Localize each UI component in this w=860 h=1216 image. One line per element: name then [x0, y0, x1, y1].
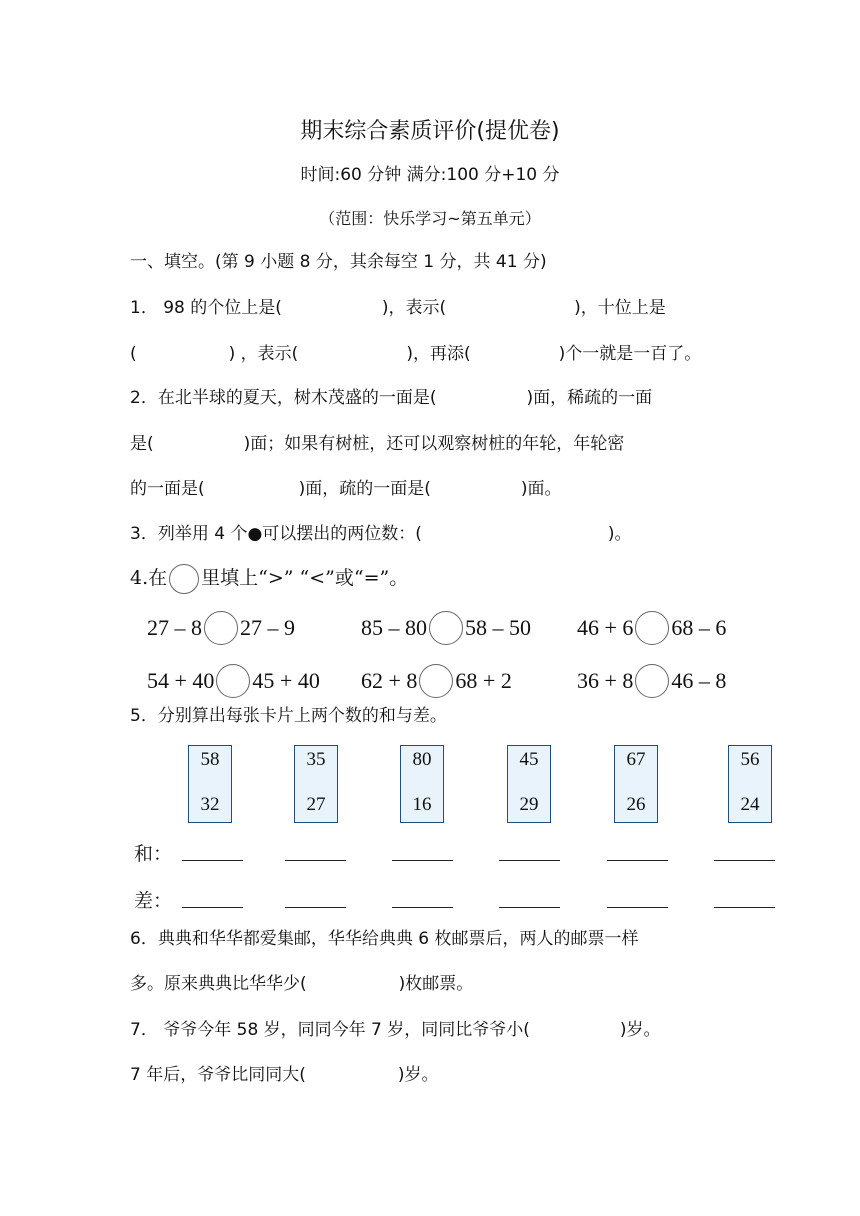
compare-circle[interactable] — [635, 664, 669, 698]
number-card — [728, 745, 772, 823]
compare-circle[interactable] — [429, 611, 463, 645]
q2-text-f: )面，疏的一面是( — [298, 479, 431, 499]
question-7-line-1 — [130, 1018, 661, 1042]
q4-text-a: 4.在 — [130, 567, 168, 589]
compare-item — [361, 610, 531, 647]
difference-label: 差： — [134, 890, 173, 912]
sum-answer-line[interactable] — [499, 860, 560, 861]
section-heading: 一、填空。(第 9 小题 8 分，其余每空 1 分，共 41 分) — [130, 252, 547, 272]
q4-text-b: 里填上“>” “<”或“=”。 — [201, 567, 409, 589]
circle-icon — [169, 564, 199, 594]
sum-answer-line[interactable] — [714, 860, 775, 861]
card-bottom-number: 24 — [740, 794, 760, 815]
number-card — [294, 745, 338, 823]
difference-answer-line[interactable] — [285, 907, 346, 908]
compare-circle[interactable] — [419, 664, 453, 698]
q1-text-f: )，再添( — [406, 344, 471, 364]
q2-text-g: )面。 — [520, 479, 562, 499]
expr-left: 27 – 8 — [147, 615, 202, 640]
card-bottom-number: 26 — [626, 794, 646, 815]
q1-text-b: )，表示( — [381, 298, 447, 318]
q6-text-c: )枚邮票。 — [398, 974, 474, 994]
q1-text-g: )个一就是一百了。 — [558, 344, 702, 364]
question-4-heading — [130, 564, 408, 594]
question-1-line-2 — [130, 342, 701, 366]
number-card — [614, 745, 658, 823]
difference-answer-line[interactable] — [607, 907, 668, 908]
difference-answer-line[interactable] — [499, 907, 560, 908]
compare-item — [147, 610, 295, 647]
q7-text-d: )岁。 — [397, 1065, 439, 1085]
card-top-number: 35 — [306, 749, 326, 770]
card-top-number: 45 — [519, 749, 539, 770]
card-bottom-number: 16 — [412, 794, 432, 815]
sum-answer-line[interactable] — [392, 860, 453, 861]
card-top-number: 67 — [626, 749, 646, 770]
card-top-number: 58 — [200, 749, 220, 770]
expr-right: 68 – 6 — [671, 615, 727, 640]
sum-answer-line[interactable] — [285, 860, 346, 861]
page-title: 期末综合素质评价(提优卷) — [300, 119, 560, 144]
q2-text-d: )面；如果有树桩，还可以观察树桩的年轮，年轮密 — [243, 434, 625, 454]
time-score-line: 时间:60 分钟 满分:100 分+10 分 — [300, 165, 560, 185]
expr-left: 62 + 8 — [361, 668, 418, 693]
card-top-number: 80 — [412, 749, 432, 770]
question-1-line-1 — [130, 296, 666, 320]
card-bottom-number: 32 — [200, 794, 220, 815]
q2-text-b: )面，稀疏的一面 — [526, 388, 653, 408]
card-bottom-number: 29 — [519, 794, 539, 815]
q2-text-e: 的一面是( — [130, 479, 205, 499]
number-card — [188, 745, 232, 823]
difference-answer-line[interactable] — [714, 907, 775, 908]
number-card — [400, 745, 444, 823]
expr-left: 54 + 40 — [147, 668, 215, 693]
compare-item — [577, 663, 726, 700]
sum-label: 和： — [134, 843, 173, 865]
compare-item — [577, 610, 726, 647]
q1-text-a: 1． 98 的个位上是( — [130, 298, 282, 318]
scope-line: （范围：快乐学习~第五单元） — [319, 209, 541, 228]
question-3 — [130, 522, 632, 546]
q3-text-b: )。 — [607, 524, 632, 544]
compare-item — [147, 663, 320, 700]
number-card — [507, 745, 551, 823]
compare-circle[interactable] — [204, 611, 238, 645]
sum-answer-line[interactable] — [182, 860, 243, 861]
compare-circle[interactable] — [216, 664, 250, 698]
q2-text-a: 2．在北半球的夏天，树木茂盛的一面是( — [130, 388, 437, 408]
q6-text-b: 多。原来典典比华华少( — [130, 974, 307, 994]
card-top-number: 56 — [740, 749, 760, 770]
q7-text-b: )岁。 — [619, 1020, 661, 1040]
card-bottom-number: 27 — [306, 794, 326, 815]
question-6-line-2 — [130, 972, 473, 996]
expr-left: 85 – 80 — [361, 615, 427, 640]
expr-left: 36 + 8 — [577, 668, 634, 693]
expr-right: 45 + 40 — [252, 668, 320, 693]
q1-text-c: )，十位上是 — [574, 298, 666, 318]
question-7-line-2 — [130, 1063, 439, 1087]
difference-answer-line[interactable] — [182, 907, 243, 908]
q2-text-c: 是( — [130, 434, 154, 454]
question-2-line-2 — [130, 432, 624, 456]
sum-answer-line[interactable] — [607, 860, 668, 861]
expr-right: 58 – 50 — [465, 615, 531, 640]
question-2-line-3 — [130, 477, 562, 501]
compare-item — [361, 663, 512, 700]
question-6-line-1: 6．典典和华华都爱集邮，华华给典典 6 枚邮票后，两人的邮票一样 — [130, 929, 639, 949]
expr-right: 68 + 2 — [455, 668, 512, 693]
difference-answer-line[interactable] — [392, 907, 453, 908]
expr-right: 46 – 8 — [671, 668, 727, 693]
q7-text-a: 7． 爷爷今年 58 岁，同同今年 7 岁，同同比爷爷小( — [130, 1020, 530, 1040]
question-5: 5．分别算出每张卡片上两个数的和与差。 — [130, 706, 447, 726]
expr-right: 27 – 9 — [240, 615, 295, 640]
q3-text-a: 3．列举用 4 个●可以摆出的两位数：( — [130, 524, 422, 544]
expr-left: 46 + 6 — [577, 615, 634, 640]
compare-circle[interactable] — [635, 611, 669, 645]
q1-text-d: ( — [130, 344, 137, 364]
q1-text-e: ) ，表示( — [228, 344, 299, 364]
q7-text-c: 7 年后，爷爷比同同大( — [130, 1065, 306, 1085]
question-2-line-1 — [130, 386, 652, 410]
